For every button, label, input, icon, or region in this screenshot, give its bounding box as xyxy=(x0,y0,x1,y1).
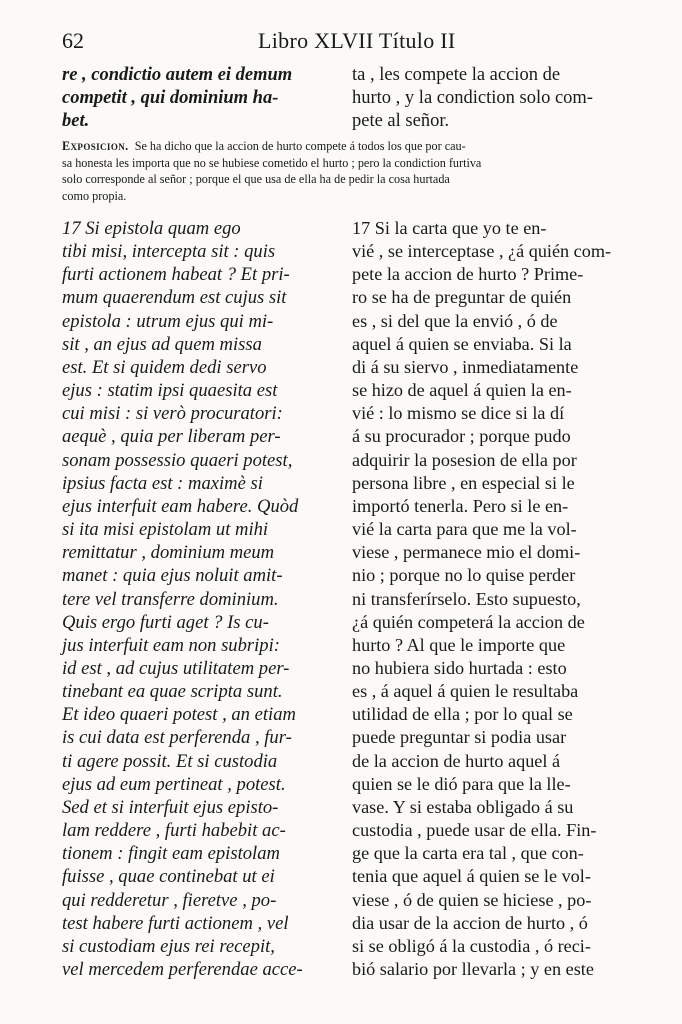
spanish-line: es , si del que la envió , ó de xyxy=(352,310,558,331)
spanish-line: ni transferírselo. Esto supuesto, xyxy=(352,588,581,609)
spanish-line: á su procurador ; porque pudo xyxy=(352,426,571,447)
spanish-line: de la accion de hurto aquel á xyxy=(352,750,561,771)
running-title: Libro XLVII Título II xyxy=(258,28,456,53)
spanish-line: pete al señor. xyxy=(352,111,450,131)
exposicion-note xyxy=(62,138,624,204)
spanish-line: viese , ó de quien se hiciese , po- xyxy=(352,889,592,910)
latin-line: ejus ad eum pertineat , potest. xyxy=(62,773,286,795)
spanish-line: di á su siervo , inmediatamente xyxy=(352,356,579,377)
latin-line: aequè , quia per liberam per- xyxy=(62,426,281,448)
spanish-line: hurto , y la condiction solo com- xyxy=(352,88,593,108)
spanish-line: importó tenerla. Pero si le en- xyxy=(352,495,569,516)
latin-continuation xyxy=(62,64,332,133)
spanish-line: ¿á quién competerá la accion de xyxy=(352,611,585,632)
latin-column xyxy=(62,217,338,981)
spanish-line: bió salario por llevarla ; y en este xyxy=(352,959,594,979)
latin-line: competit , qui dominium ha- xyxy=(62,88,279,108)
spanish-line: se hizo de aquel á quien la en- xyxy=(352,380,572,401)
spanish-line: puede preguntar si podia usar xyxy=(352,727,567,748)
exposicion-line: como propia. xyxy=(62,188,127,203)
latin-line: remittatur , dominium meum xyxy=(62,542,275,564)
latin-line: sit , an ejus ad quem missa xyxy=(62,333,262,355)
spanish-line: viese , permanece mio el domi- xyxy=(352,542,581,563)
latin-line: si custodiam ejus rei recepit, xyxy=(62,935,275,957)
latin-line: epistola : utrum ejus qui mi- xyxy=(62,310,274,332)
latin-line: manet : quia ejus noluit amit- xyxy=(62,565,283,587)
latin-line: vel mercedem perferendae acce- xyxy=(62,959,303,980)
latin-line: tionem : fingit eam epistolam xyxy=(62,843,280,865)
latin-line: furti actionem habeat ? Et pri- xyxy=(62,264,290,286)
latin-line: lam reddere , furti habebit ac- xyxy=(62,820,286,842)
page-header xyxy=(62,28,620,56)
latin-line: id est , ad cujus utilitatem per- xyxy=(62,657,290,679)
spanish-line: quien se le dió para que la lle- xyxy=(352,773,571,794)
spanish-continuation xyxy=(352,64,624,133)
latin-line: Sed et si interfuit ejus episto- xyxy=(62,796,279,818)
latin-line: Quis ergo furti aget ? Is cu- xyxy=(62,611,269,633)
latin-line: fuisse , quae continebat ut ei xyxy=(62,866,275,888)
spanish-line: si se obligó á la custodia , ó reci- xyxy=(352,935,591,956)
spanish-line: no hubiera sido hurtada : esto xyxy=(352,657,567,678)
spanish-line: vié , se interceptase , ¿á quién com- xyxy=(352,241,612,262)
latin-line: ipsius facta est : maximè si xyxy=(62,472,263,494)
spanish-line: ge que la carta era tal , que con- xyxy=(352,843,584,864)
latin-line: bet. xyxy=(62,111,90,131)
spanish-line: vié la carta para que me la vol- xyxy=(352,519,577,540)
spanish-line: ro se ha de preguntar de quién xyxy=(352,287,572,308)
spanish-line: persona libre , en especial si le xyxy=(352,472,575,493)
spanish-line: ta , les compete la accion de xyxy=(352,65,561,85)
latin-line: is cui data est perferenda , fur- xyxy=(62,727,292,749)
spanish-column xyxy=(352,217,624,981)
spanish-line: es , á aquel á quien le resultaba xyxy=(352,681,579,702)
latin-line: est. Et si quidem dedi servo xyxy=(62,356,267,378)
latin-line: sonam possessio quaeri potest, xyxy=(62,449,293,471)
exposicion-line xyxy=(62,138,624,155)
latin-line: tere vel transferre dominium. xyxy=(62,588,279,610)
spanish-line: adquirir la posesion de ella por xyxy=(352,449,577,470)
spanish-line: utilidad de ella ; por lo qual se xyxy=(352,704,573,725)
latin-line: tibi misi, intercepta sit : quis xyxy=(62,241,276,263)
exposicion-text: Se ha dicho que la accion de hurto compete á todos los que por cau- xyxy=(134,139,466,153)
spanish-line: vase. Y si estaba obligado á su xyxy=(352,796,574,817)
spanish-line: tenia que aquel á quien se le vol- xyxy=(352,866,591,887)
latin-line: re , condictio autem ei demum xyxy=(62,65,293,85)
latin-line: si ita misi epistolam ut mihi xyxy=(62,519,269,541)
latin-line: test habere furti actionem , vel xyxy=(62,912,289,934)
page-number: 62 xyxy=(62,28,84,53)
spanish-line: dia usar de la accion de hurto , ó xyxy=(352,912,588,933)
latin-line: ejus interfuit eam habere. Quòd xyxy=(62,495,299,517)
latin-line: ejus : statim ipsi quaesita est xyxy=(62,380,278,402)
latin-line: cui misi : si verò procuratori: xyxy=(62,403,283,425)
latin-line: qui redderetur , fieretve , po- xyxy=(62,889,277,911)
spanish-line: pete la accion de hurto ? Prime- xyxy=(352,264,584,285)
spanish-line: vié : lo mismo se dice si la dí xyxy=(352,403,565,424)
latin-line: tinebant ea quae scripta sunt. xyxy=(62,681,283,703)
spanish-line: nio ; porque no lo quise perder xyxy=(352,565,576,586)
spanish-line: aquel á quien se enviaba. Si la xyxy=(352,333,572,354)
spanish-line: 17 Si la carta que yo te en- xyxy=(352,218,547,238)
latin-line: jus interfuit eam non subripi: xyxy=(62,634,280,656)
latin-line: 17 Si epistola quam ego xyxy=(62,218,241,239)
exposicion-line: solo corresponde al señor ; porque el que usa de ella ha de pedir la cosa hurtada xyxy=(62,172,450,186)
latin-line: Et ideo quaeri potest , an etiam xyxy=(62,704,296,726)
spanish-line: hurto ? Al que le importe que xyxy=(352,634,566,655)
latin-line: ti agere possit. Et si custodia xyxy=(62,750,278,772)
exposicion-line: sa honesta les importa que no se hubiese cometido el hurto ; pero la condiction furtiva xyxy=(62,155,482,170)
latin-line: mum quaerendum est cujus sit xyxy=(62,287,287,309)
spanish-line: custodia , puede usar de ella. Fin- xyxy=(352,820,597,841)
exposicion-label: Exposicion. xyxy=(62,139,129,153)
